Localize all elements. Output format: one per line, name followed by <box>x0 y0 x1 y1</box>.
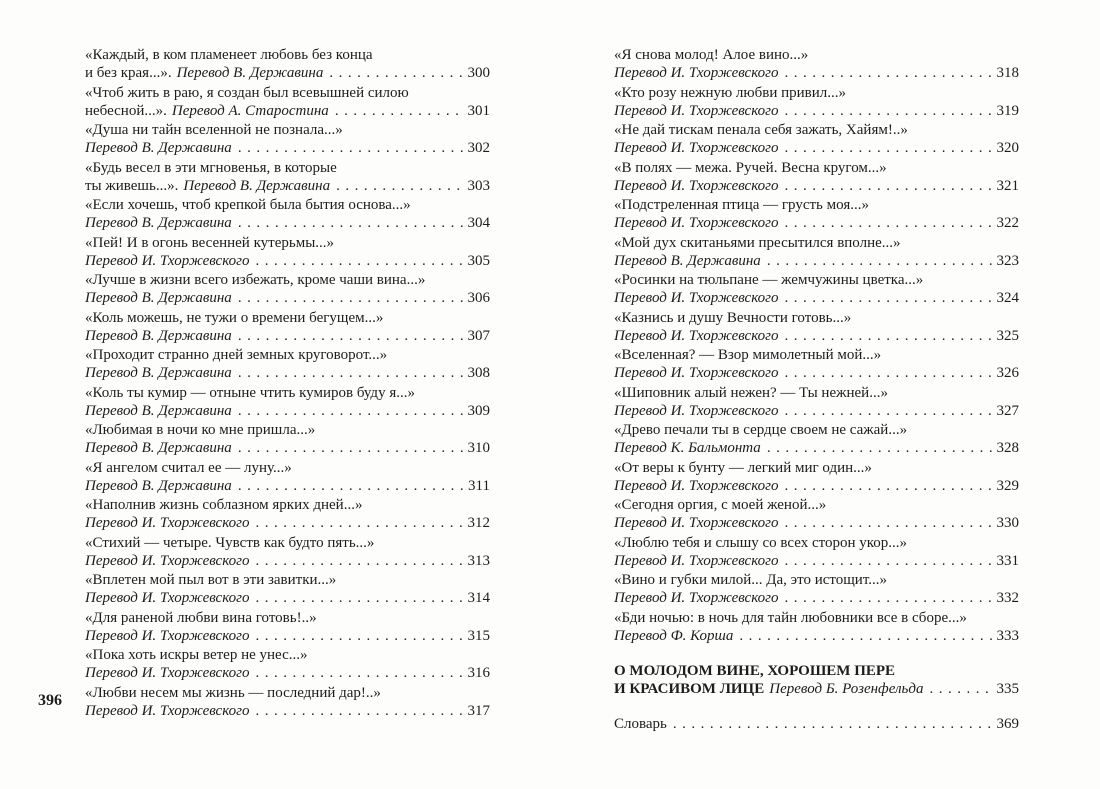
toc-entry-translator: Перевод И. Тхоржевского <box>614 402 779 419</box>
toc-entry-page-number: 369 <box>996 715 1019 732</box>
dot-leader <box>785 214 992 232</box>
dot-leader <box>238 477 463 495</box>
toc-entry-translator: Перевод И. Тхоржевского <box>85 515 250 531</box>
dot-leader <box>238 402 463 420</box>
toc-entry-page-number: 332 <box>996 590 1019 606</box>
dot-leader <box>238 289 463 307</box>
toc-entry-title-line: «В полях — межа. Ручей. Весна кругом...» <box>614 159 887 176</box>
toc-entry-translator: Перевод И. Тхоржевского <box>85 627 250 644</box>
toc-section-entry <box>614 662 1019 698</box>
toc-entry-title-line: «Подстреленная птица — грусть моя...» <box>614 197 869 213</box>
toc-entry-title-line: «Кто розу нежную любви привил...» <box>614 84 847 101</box>
toc-entry-title-line: «Чтоб жить в раю, я создан был всевышней силою <box>85 84 409 101</box>
dot-leader <box>767 439 992 457</box>
toc-entry-translator: Перевод В. Державина <box>85 365 232 381</box>
toc-entry-leader-row <box>614 64 1019 82</box>
toc-entry-title-line: «Вплетен мой пыл вот в эти завитки...» <box>85 572 337 588</box>
toc-entry-page-number: 303 <box>467 177 490 194</box>
toc-entry-translator: Перевод И. Тхоржевского <box>614 327 779 344</box>
toc-entry-leader-row <box>614 364 1019 382</box>
toc-entry-page-number: 306 <box>467 290 490 306</box>
dot-leader <box>673 715 992 733</box>
dot-leader <box>238 327 463 345</box>
toc-entry-title-line: небесной...». <box>85 102 167 119</box>
toc-entry-title-line: «Казнись и душу Вечности готовь...» <box>614 309 852 326</box>
toc-entry-title-line: «Пока хоть искры ветер не унес...» <box>85 647 308 663</box>
toc-entry-title-line: ты живешь...». <box>85 177 179 194</box>
dot-leader <box>256 514 463 532</box>
toc-entry <box>85 46 490 82</box>
toc-entry <box>614 715 1019 733</box>
toc-entry <box>614 234 1019 270</box>
toc-entry-title-line: «Вино и губки милой... Да, это истощит...» <box>614 572 888 588</box>
dot-leader <box>256 664 463 682</box>
dot-leader <box>785 327 992 345</box>
toc-entry-page-number: 305 <box>467 252 490 269</box>
toc-entry-page-number: 317 <box>467 702 490 719</box>
toc-entry-leader-row <box>85 214 490 232</box>
toc-entry-title-line: «Мой дух скитаньями пресытился вполне...» <box>614 234 901 251</box>
toc-entry-leader-row <box>614 252 1019 270</box>
toc-entry-leader-row <box>85 364 490 382</box>
toc-entry-page-number: 323 <box>996 252 1019 269</box>
toc-entry <box>614 196 1019 232</box>
toc-entry-page-number: 326 <box>996 365 1019 381</box>
toc-entry <box>85 534 490 570</box>
dot-leader <box>256 252 463 270</box>
toc-entry-leader-row <box>614 680 1019 698</box>
toc-entry-title-line: «Будь весел в эти мгновенья, в которые <box>85 159 337 176</box>
toc-entry-title-line: «Я снова молод! Алое вино...» <box>614 47 809 63</box>
toc-entry-leader-row <box>85 627 490 645</box>
toc-entry-translator: Перевод И. Тхоржевского <box>614 140 779 156</box>
toc-entry-leader-row <box>614 177 1019 195</box>
dot-leader <box>785 514 992 532</box>
toc-entry-page-number: 308 <box>467 365 490 381</box>
toc-entry-translator: Перевод В. Державина <box>85 215 232 231</box>
toc-entry <box>614 84 1019 120</box>
toc-entry-translator: Перевод И. Тхоржевского <box>614 177 779 194</box>
toc-entry-leader-row <box>85 327 490 345</box>
toc-entry-page-number: 333 <box>996 627 1019 644</box>
toc-entry-leader-row <box>85 702 490 720</box>
toc-entry-translator: Перевод И. Тхоржевского <box>85 552 250 569</box>
toc-entry <box>614 571 1019 607</box>
toc-entry <box>614 534 1019 570</box>
dot-leader <box>335 102 463 120</box>
toc-entry-leader-row <box>85 514 490 532</box>
toc-entry <box>85 346 490 382</box>
toc-entry-title-line: «Бди ночью: в ночь для тайн любовники все в сборе...» <box>614 609 967 626</box>
dot-leader <box>256 627 463 645</box>
toc-entry-title-line: «Я ангелом считал ее — луну...» <box>85 459 292 476</box>
toc-entry-page-number: 321 <box>996 177 1019 194</box>
toc-entry-translator: Перевод В. Державина <box>176 65 324 81</box>
dot-leader <box>238 214 463 232</box>
toc-entry-leader-row <box>614 627 1019 645</box>
toc-entry-page-number: 335 <box>996 680 1019 697</box>
dot-leader <box>256 552 463 570</box>
toc-entry-page-number: 329 <box>996 477 1019 494</box>
toc-entry-page-number: 309 <box>467 402 490 419</box>
dot-leader <box>785 64 992 82</box>
toc-entry-page-number: 324 <box>996 290 1019 306</box>
toc-entry-translator: Перевод И. Тхоржевского <box>85 590 250 606</box>
toc-entry-leader-row <box>85 252 490 270</box>
toc-entry-translator: Перевод К. Бальмонта <box>614 440 761 456</box>
toc-entry <box>85 609 490 645</box>
toc-entry-translator: Перевод В. Державина <box>85 140 232 156</box>
toc-entry-translator: Перевод И. Тхоржевского <box>85 252 250 269</box>
toc-entry-translator: Перевод И. Тхоржевского <box>614 215 779 231</box>
toc-entry <box>614 46 1019 82</box>
toc-entry-title-line: «Пей! И в огонь весенней кутерьмы...» <box>85 234 335 251</box>
toc-column-right <box>614 46 1019 734</box>
folio-page-number: 396 <box>38 692 62 709</box>
toc-entry <box>85 84 490 120</box>
toc-entry-leader-row <box>614 139 1019 157</box>
toc-entry-page-number: 312 <box>467 515 490 531</box>
dot-leader <box>739 627 991 645</box>
toc-entry <box>85 421 490 457</box>
dot-leader <box>329 64 462 82</box>
toc-entry <box>85 496 490 532</box>
dot-leader <box>256 702 463 720</box>
dot-leader <box>929 680 991 698</box>
toc-column-left <box>85 46 490 721</box>
toc-entry-leader-row <box>614 477 1019 495</box>
dot-leader <box>785 477 992 495</box>
toc-entry-leader-row <box>85 64 490 82</box>
dot-leader <box>785 364 992 382</box>
toc-entry-page-number: 328 <box>996 440 1019 456</box>
toc-entry-translator: Перевод И. Тхоржевского <box>614 290 779 306</box>
toc-entry-page-number: 313 <box>467 552 490 569</box>
dot-leader <box>256 589 463 607</box>
toc-entry-leader-row <box>614 589 1019 607</box>
toc-entry <box>85 309 490 345</box>
toc-entry-leader-row <box>614 552 1019 570</box>
toc-entry-translator: Перевод И. Тхоржевского <box>614 365 779 381</box>
toc-entry <box>85 121 490 157</box>
toc-entry-title-line: «Вселенная? — Взор мимолетный мой...» <box>614 347 882 363</box>
toc-entry <box>614 421 1019 457</box>
toc-entry-title-line: «Шиповник алый нежен? — Ты нежней...» <box>614 384 888 401</box>
toc-entry <box>614 271 1019 307</box>
toc-entry <box>85 196 490 232</box>
toc-entry-translator: Перевод Б. Розенфельда <box>769 680 924 697</box>
dot-leader <box>238 439 463 457</box>
toc-entry-title-line: «Для раненой любви вина готовь!..» <box>85 609 317 626</box>
toc-entry <box>85 646 490 682</box>
toc-entry <box>614 496 1019 532</box>
toc-entry-page-number: 322 <box>996 215 1019 231</box>
toc-entry-page-number: 320 <box>996 140 1019 156</box>
toc-entry-page-number: 318 <box>996 65 1019 81</box>
toc-entry-title-line: «Лучше в жизни всего избежать, кроме чаши вина...» <box>85 272 426 288</box>
toc-entry-leader-row <box>85 439 490 457</box>
toc-entry-title-line: «Древо печали ты в сердце своем не сажай...» <box>614 422 908 438</box>
toc-entry-translator: Перевод И. Тхоржевского <box>614 477 779 494</box>
toc-entry-title-line: «Если хочешь, чтоб крепкой была бытия основа...» <box>85 197 411 213</box>
toc-entry-page-number: 302 <box>467 140 490 156</box>
toc-entry-translator: Перевод И. Тхоржевского <box>85 665 250 681</box>
dot-leader <box>785 402 992 420</box>
toc-entry-leader-row <box>85 552 490 570</box>
toc-entry-leader-row <box>614 439 1019 457</box>
toc-entry-title-line: «Любви несем мы жизнь — последний дар!..» <box>85 684 381 701</box>
toc-entry-translator: Перевод Ф. Корша <box>614 627 734 644</box>
toc-entry-title-line: «Не дай тискам пенала себя зажать, Хайям!..» <box>614 122 908 138</box>
toc-entry-leader-row <box>85 402 490 420</box>
toc-entry-page-number: 331 <box>996 552 1019 569</box>
toc-entry-leader-row <box>614 514 1019 532</box>
toc-entry-title-line: «Стихий — четыре. Чувств как будто пять...» <box>85 534 375 551</box>
toc-entry <box>85 684 490 720</box>
toc-entry <box>85 234 490 270</box>
toc-entry-title-line: О МОЛОДОМ ВИНЕ, ХОРОШЕМ ПЕРЕ <box>614 662 896 679</box>
toc-entry <box>85 271 490 307</box>
toc-entry-translator: Перевод И. Тхоржевского <box>614 590 779 606</box>
toc-entry <box>614 459 1019 495</box>
dot-leader <box>785 177 992 195</box>
toc-entry-title-line: «Наполнив жизнь соблазном ярких дней...» <box>85 497 363 513</box>
toc-entry-leader-row <box>85 102 490 120</box>
toc-entry-translator: Перевод В. Державина <box>85 327 232 344</box>
toc-entry-leader-row <box>614 327 1019 345</box>
toc-entry-translator: Перевод В. Державина <box>85 440 232 456</box>
dot-leader <box>238 364 463 382</box>
toc-entry-leader-row <box>85 289 490 307</box>
toc-entry-page-number: 330 <box>996 515 1019 531</box>
toc-entry-leader-row <box>614 289 1019 307</box>
toc-entry-page-number: 327 <box>996 402 1019 419</box>
toc-entry-title-line: «Коль можешь, не тужи о времени бегущем...» <box>85 309 384 326</box>
toc-entry-title-line: «Коль ты кумир — отныне чтить кумиров буду я...» <box>85 384 415 401</box>
toc-entry-leader-row <box>85 139 490 157</box>
toc-entry-page-number: 316 <box>467 665 490 681</box>
toc-entry-title-line: «Сегодня оргия, с моей женой...» <box>614 497 827 513</box>
toc-entry-translator: Перевод В. Державина <box>85 402 232 419</box>
toc-entry-translator: Перевод В. Державина <box>85 290 232 306</box>
toc-entry-leader-row <box>85 664 490 682</box>
toc-entry <box>614 309 1019 345</box>
toc-entry-page-number: 311 <box>468 477 490 494</box>
toc-entry <box>614 159 1019 195</box>
toc-entry-leader-row <box>85 477 490 495</box>
toc-entry-translator: Перевод В. Державина <box>85 477 232 494</box>
toc-entry-translator: Перевод И. Тхоржевского <box>614 515 779 531</box>
toc-entry-page-number: 301 <box>467 102 490 119</box>
toc-entry-title-line: и без края...». <box>85 65 172 81</box>
toc-entry-leader-row <box>85 589 490 607</box>
toc-entry-title-line: «Люблю тебя и слышу со всех сторон укор...» <box>614 534 908 551</box>
toc-entry <box>85 571 490 607</box>
toc-entry-translator: Перевод В. Державина <box>183 177 331 194</box>
toc-entry-leader-row <box>85 177 490 195</box>
toc-entry-page-number: 315 <box>467 627 490 644</box>
toc-entry-translator: Перевод И. Тхоржевского <box>614 65 779 81</box>
toc-entry-page-number: 310 <box>467 440 490 456</box>
dot-leader <box>767 252 992 270</box>
toc-entry-title-line: «Любимая в ночи ко мне пришла...» <box>85 422 316 438</box>
toc-entry <box>614 384 1019 420</box>
toc-entry <box>85 459 490 495</box>
toc-entry-translator: Перевод В. Державина <box>614 252 761 269</box>
toc-entry-title-line: «От веры к бунту — легкий миг один...» <box>614 459 872 476</box>
toc-entry-page-number: 304 <box>467 215 490 231</box>
dot-leader <box>785 289 992 307</box>
dot-leader <box>238 139 463 157</box>
toc-entry <box>614 609 1019 645</box>
toc-entry <box>614 346 1019 382</box>
dot-leader <box>785 139 992 157</box>
toc-entry-title-line: Словарь <box>614 715 667 732</box>
toc-entry-leader-row <box>614 715 1019 733</box>
dot-leader <box>785 552 992 570</box>
toc-entry-translator: Перевод И. Тхоржевского <box>614 552 779 569</box>
dot-leader <box>336 177 462 195</box>
toc-entry-title-line: «Проходит странно дней земных круговорот...» <box>85 347 388 363</box>
toc-entry-page-number: 307 <box>467 327 490 344</box>
toc-entry-title-line: «Каждый, в ком пламенеет любовь без конца <box>85 47 373 63</box>
dot-leader <box>785 589 992 607</box>
toc-entry <box>614 121 1019 157</box>
toc-entry-translator: Перевод И. Тхоржевского <box>614 102 779 119</box>
toc-entry-page-number: 319 <box>996 102 1019 119</box>
toc-entry-translator: Перевод И. Тхоржевского <box>85 702 250 719</box>
toc-entry-leader-row <box>614 214 1019 232</box>
toc-entry-translator: Перевод А. Старостина <box>171 102 329 119</box>
toc-entry-title-line: «Росинки на тюльпане — жемчужины цветка...» <box>614 272 924 288</box>
toc-entry <box>85 159 490 195</box>
toc-entry-leader-row <box>614 102 1019 120</box>
toc-entry-title-line: И КРАСИВОМ ЛИЦЕ <box>614 680 765 697</box>
toc-entry-title-line: «Душа ни тайн вселенной не познала...» <box>85 122 343 138</box>
toc-entry-page-number: 314 <box>467 590 490 606</box>
toc-entry-page-number: 300 <box>467 65 490 81</box>
toc-entry <box>85 384 490 420</box>
toc-entry-leader-row <box>614 402 1019 420</box>
dot-leader <box>785 102 992 120</box>
toc-entry-page-number: 325 <box>996 327 1019 344</box>
